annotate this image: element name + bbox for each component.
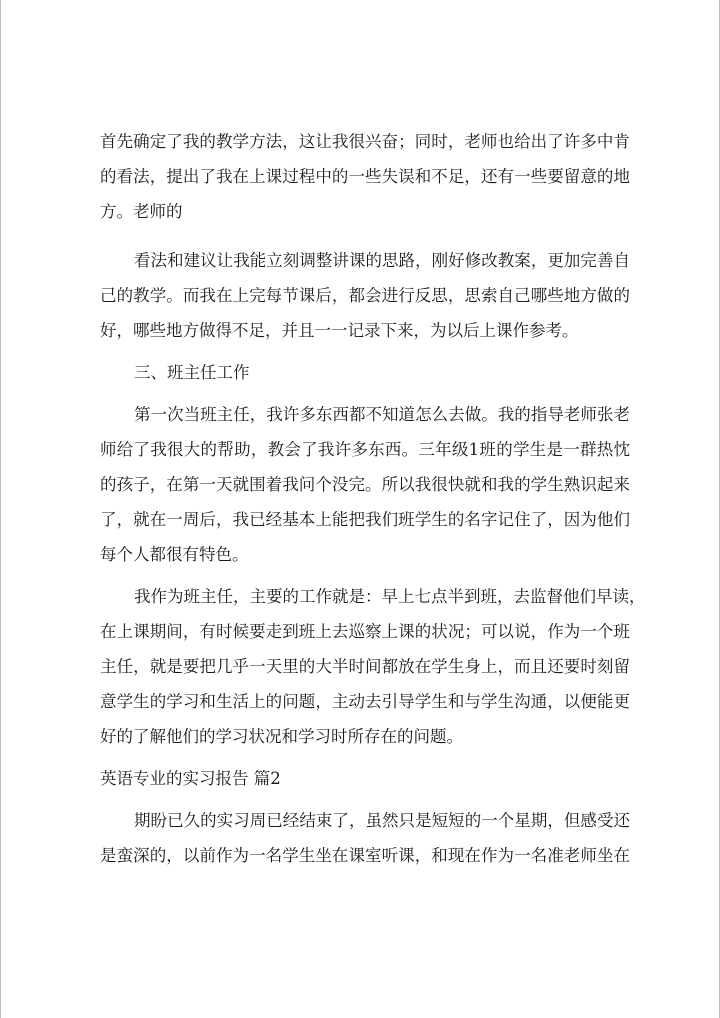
text-line-13: 我作为班主任，主要的工作就是：早上七点半到班，去监督他们早读， <box>134 587 646 606</box>
text-line-9: 师给了我很大的帮助，教会了我许多东西。三年级1班的学生是一群热忱 <box>100 440 630 459</box>
text-line-4: 看法和建议让我能立刻调整讲课的思路，刚好修改教案，更加完善自 <box>134 251 630 270</box>
text-line-16: 意学生的学习和生活上的问题，主动去引导学生和与学生沟通，以便能更 <box>100 692 630 711</box>
text-line-11: 了，就在一周后，我已经基本上能把我们班学生的名字记住了，因为他们 <box>100 510 630 529</box>
report-title: 英语专业的实习报告 篇2 <box>100 769 281 788</box>
text-line-19: 期盼已久的实习周已经结束了，虽然只是短短的一个星期，但感受还 <box>134 811 630 830</box>
text-line-3: 方。老师的 <box>100 202 183 221</box>
text-line-1: 首先确定了我的教学方法，这让我很兴奋；同时，老师也给出了许多中肯 <box>100 132 630 151</box>
section-heading: 三、班主任工作 <box>134 363 250 382</box>
text-line-14: 在上课期间，有时候要走到班上去巡察上课的状况；可以说，作为一个班 <box>100 622 630 641</box>
text-line-20: 是蛮深的，以前作为一名学生坐在课室听课，和现在作为一名准老师坐在 <box>100 846 630 865</box>
text-line-8: 第一次当班主任，我许多东西都不知道怎么去做。我的指导老师张老 <box>134 405 630 424</box>
text-line-2: 的看法，提出了我在上课过程中的一些失误和不足，还有一些要留意的地 <box>100 167 630 186</box>
text-line-17: 好的了解他们的学习状况和学习时所存在的问题。 <box>100 727 463 746</box>
text-line-15: 主任，就是要把几乎一天里的大半时间都放在学生身上，而且还要时刻留 <box>100 657 630 676</box>
text-line-5: 己的教学。而我在上完每节课后，都会进行反思，思索自己哪些地方做的 <box>100 286 630 305</box>
text-line-6: 好，哪些地方做得不足，并且一一记录下来，为以后上课作参考。 <box>100 321 579 340</box>
text-line-12: 每个人都很有特色。 <box>100 545 249 564</box>
text-line-10: 的孩子，在第一天就围着我问个没完。所以我很快就和我的学生熟识起来 <box>100 475 630 494</box>
